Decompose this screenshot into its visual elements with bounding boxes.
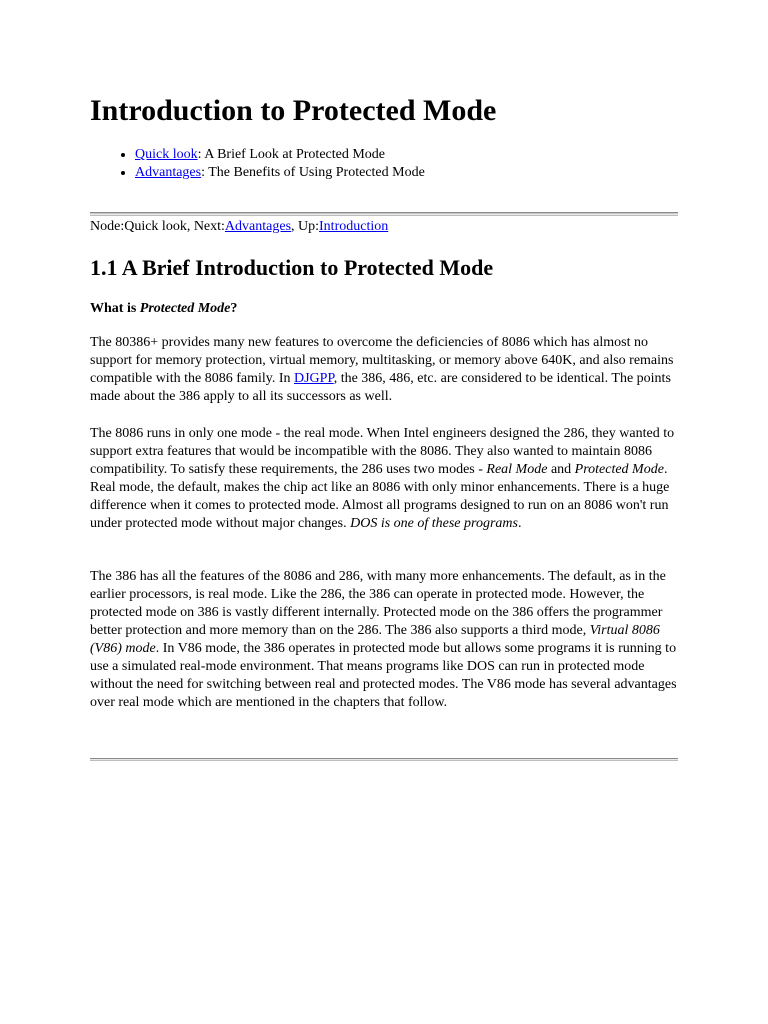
emphasis-dos-programs: DOS is one of these programs xyxy=(350,516,518,531)
toc-item-advantages xyxy=(135,164,695,182)
divider-top xyxy=(90,212,678,215)
paragraph-text: The 8086 runs in only one mode - the real mode. When Intel engineers designed the 286, they wanted to support extra features that would be incompatible with the 8086. They also wanted to maintain 8086 compatibility. To satisfy these requirements, the 286 uses two modes - xyxy=(90,426,675,477)
question-heading xyxy=(90,300,237,318)
paragraph-386-features xyxy=(90,568,680,712)
paragraph-text: . In V86 mode, the 386 operates in protected mode but allows some programs it is running to use a simulated real-mode environment. That means programs like DOS can run in protected mode without the need for switching between real and protected modes. The V86 mode has several advantages over real mode which are mentioned in the chapters that follow. xyxy=(90,641,677,710)
nav-prefix: Node:Quick look, Next: xyxy=(90,219,225,234)
question-prefix: What is xyxy=(90,301,140,316)
toc-item-description: : The Benefits of Using Protected Mode xyxy=(201,165,425,180)
page-title: Introduction to Protected Mode xyxy=(90,94,497,127)
emphasis-v86-mode: Virtual 8086 (V86) mode xyxy=(90,623,660,656)
nav-next-link[interactable]: Advantages xyxy=(224,219,292,234)
toc-link-advantages[interactable]: Advantages xyxy=(135,165,202,180)
toc-item-quick-look xyxy=(135,146,695,164)
question-suffix: ? xyxy=(230,301,238,316)
question-emphasis: Protected Mode xyxy=(139,301,231,316)
paragraph-text: The 80386+ provides many new features to overcome the deficiencies of 8086 which has almost no support for memory protection, virtual memory, multitasking, or memory above 640K, and also remains compatible with the 8086 family. In xyxy=(90,335,674,386)
table-of-contents xyxy=(90,146,695,182)
section-heading: 1.1 A Brief Introduction to Protected Mode xyxy=(90,255,494,280)
djgpp-link[interactable]: DJGPP xyxy=(294,371,334,386)
paragraph-text: The 386 has all the features of the 8086 and 286, with many more enhancements. The default, as in the earlier processors, is real mode. Like the 286, the 386 can operate in protected mode. However, the protected mode on 386 is vastly different internally. Protected mode on the 386 offers the programmer better protection and more memory than on the 286. The 386 also supports a third mode, xyxy=(90,569,666,638)
emphasis-protected-mode: Protected Mode xyxy=(574,462,664,477)
node-navigation xyxy=(90,218,388,236)
paragraph-text: . xyxy=(517,516,522,531)
paragraph-text: , the 386, 486, etc. are considered to be identical. The points made about the 386 apply to all its successors as well. xyxy=(90,371,671,404)
paragraph-text: . Real mode, the default, makes the chip act like an 8086 with only minor enhancements. There is a huge difference when it comes to protected mode. Almost all programs designed to run on an 8086 won't run under protected mode without major changes. xyxy=(90,462,670,531)
nav-mid: , Up: xyxy=(291,219,320,234)
paragraph-80386 xyxy=(90,334,680,406)
paragraph-text: and xyxy=(547,462,575,477)
toc-item-description: : A Brief Look at Protected Mode xyxy=(197,147,386,162)
toc-link-quick-look[interactable]: Quick look xyxy=(135,147,198,162)
paragraph-8086-modes xyxy=(90,425,680,533)
divider-bottom xyxy=(90,758,678,760)
nav-up-link[interactable]: Introduction xyxy=(319,219,389,234)
emphasis-real-mode: Real Mode xyxy=(486,462,548,477)
